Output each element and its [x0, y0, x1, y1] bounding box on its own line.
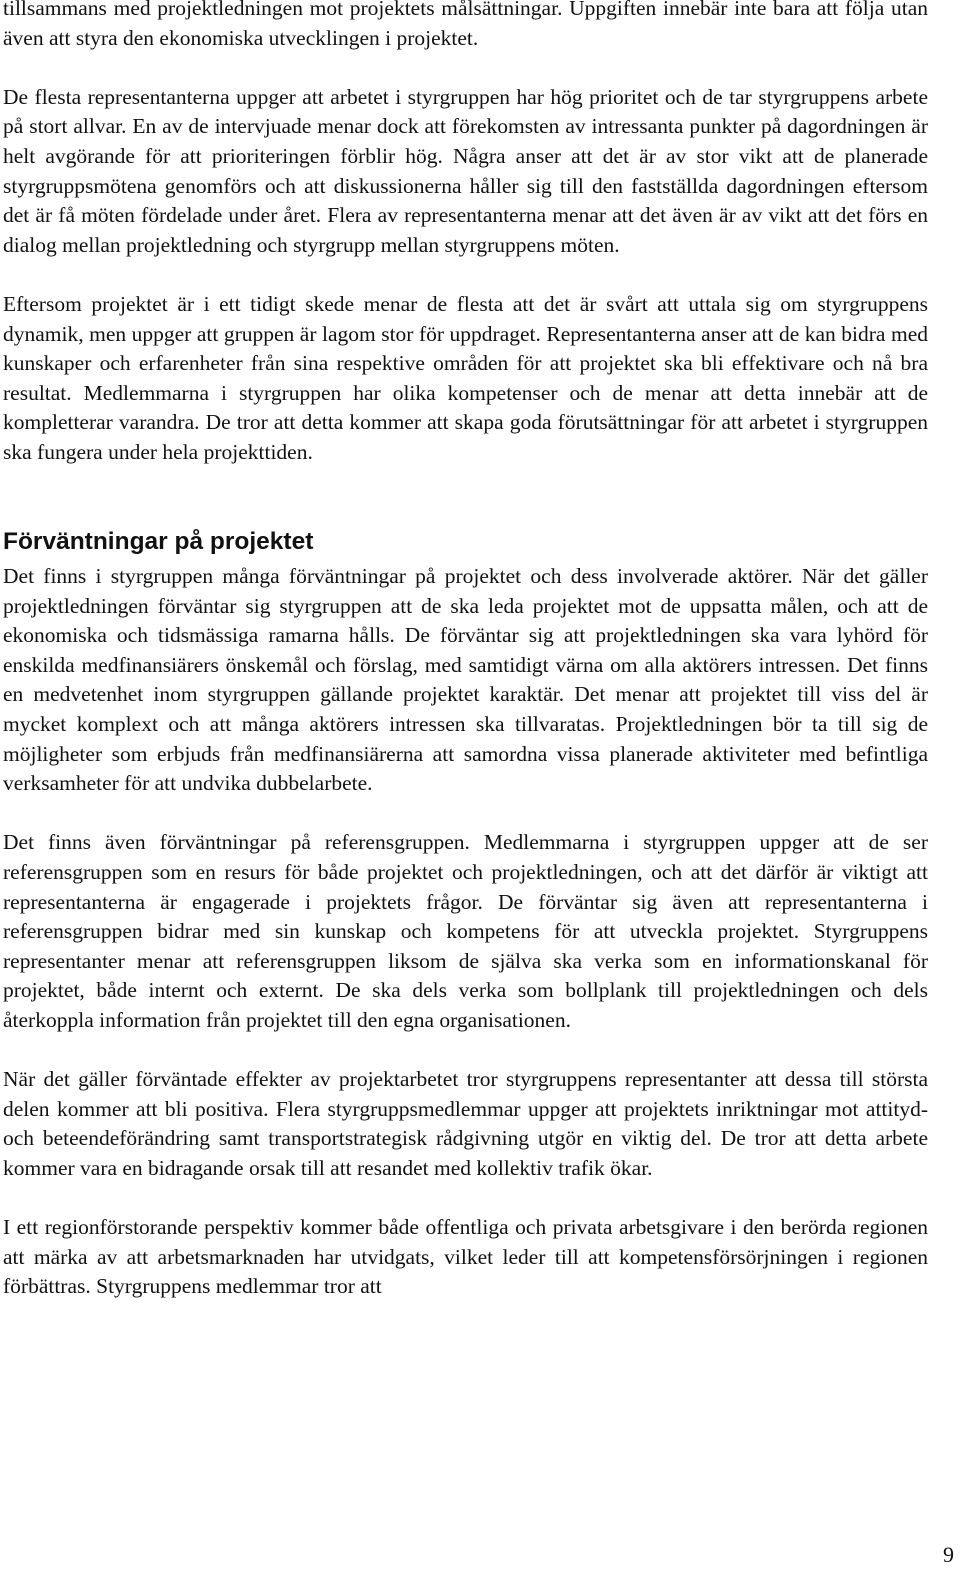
paragraph-objectives-continued: tillsammans med projektledningen mot projektets målsättningar. Uppgiften innebär inte bara att följa utan även att styra den ekonomiska utvecklingen i projektet.: [3, 0, 928, 50]
paragraph-steering-group-dynamics: Eftersom projektet är i ett tidigt skede menar de flesta att det är svårt att uttala sig om styrgruppens dynamik, men uppger att gruppen är lagom stor för uppdraget. Representanterna anser att de kan bidra med kunskaper och erfarenheter från sina respektive områden för att projektet ska bli effektivare och nå bra resultat. Medlemmarna i styrgruppen har olika kompetenser och de menar att detta innebär att de kompletterar varandra. De tror att detta kommer att skapa goda förutsättningar för att arbetet i styrgruppen ska fungera under hela projekttiden.: [3, 291, 928, 464]
page-number: 9: [943, 1542, 954, 1567]
paragraph-expected-effects: När det gäller förväntade effekter av projektarbetet tror styrgruppens representanter att dessa till största delen kommer att bli positiva. Flera styrgruppsmedlemmar uppger att projektets inriktningar mot attityd- och beteendeförändring samt transportstrategisk rådgivning utgör en viktig del. De tror att detta arbete kommer vara en bidragande orsak till att resandet med kollektiv trafik ökar.: [3, 1067, 928, 1180]
document-page: [3, 0, 928, 1332]
paragraph-expectations-project-management: Det finns i styrgruppen många förväntningar på projektet och dess involverade aktörer. När det gäller projektledningen förväntar sig styrgruppen att de ska leda projektet mot de uppsatta målen, och att de ekonomiska och tidsmässiga ramarna hålls. De förväntar sig att projektledningen ska vara lyhörd för enskilda medfinansiärers önskemål och förslag, med samtidigt värna om alla aktörers intressen. Det finns en medvetenhet inom styrgruppen gällande projektet karaktär. Det menar att projektet till viss del är mycket komplext och att många aktörers intressen ska tillvaratas. Projektledningen bör ta till sig de möjligheter som erbjuds från medfinansiärerna att samordna vissa planerade aktiviteter med befintliga verksamheter för att undvika dubbelarbete.: [3, 564, 928, 796]
section-heading: Förväntningar på projektet: [3, 527, 314, 555]
paragraph-regional-perspective: I ett regionförstorande perspektiv kommer både offentliga och privata arbetsgivare i den berörda regionen att märka av att arbetsmarknaden har utvidgats, vilket leder till att kompetensförsörjningen i regionen förbättras. Styrgruppens medlemmar tror att: [3, 1215, 928, 1299]
paragraph-steering-group-priority: De flesta representanterna uppger att arbetet i styrgruppen har hög prioritet och de tar styrgruppens arbete på stort allvar. En av de intervjuade menar dock att förekomsten av intressanta punkter på dagordningen är helt avgörande för att prioriteringen förblir hög. Några anser att det är av stor vikt att de planerade styrgruppsmötena genomförs och att diskussionerna håller sig till den fastställda dagordningen eftersom det är få möten fördelade under året. Flera av representanterna menar att det även är av vikt att det förs en dialog mellan projektledning och styrgrupp mellan styrgruppens möten.: [3, 84, 928, 257]
paragraph-expectations-reference-group: Det finns även förväntningar på referensgruppen. Medlemmarna i styrgruppen uppger att de ser referensgruppen som en resurs för både projektet och projektledningen, och att det därför är viktigt att representanterna är engagerade i projektets frågor. De förväntar sig även att representanterna i referensgruppen bidrar med sin kunskap och kompetens för att utveckla projektet. Styrgruppens representanter menar att referensgruppen liksom de själva ska verka som en informationskanal för projektet, både internt och externt. De ska dels verka som bollplank till projektledningen och dels återkoppla information från projektet till den egna organisationen.: [3, 830, 928, 1032]
